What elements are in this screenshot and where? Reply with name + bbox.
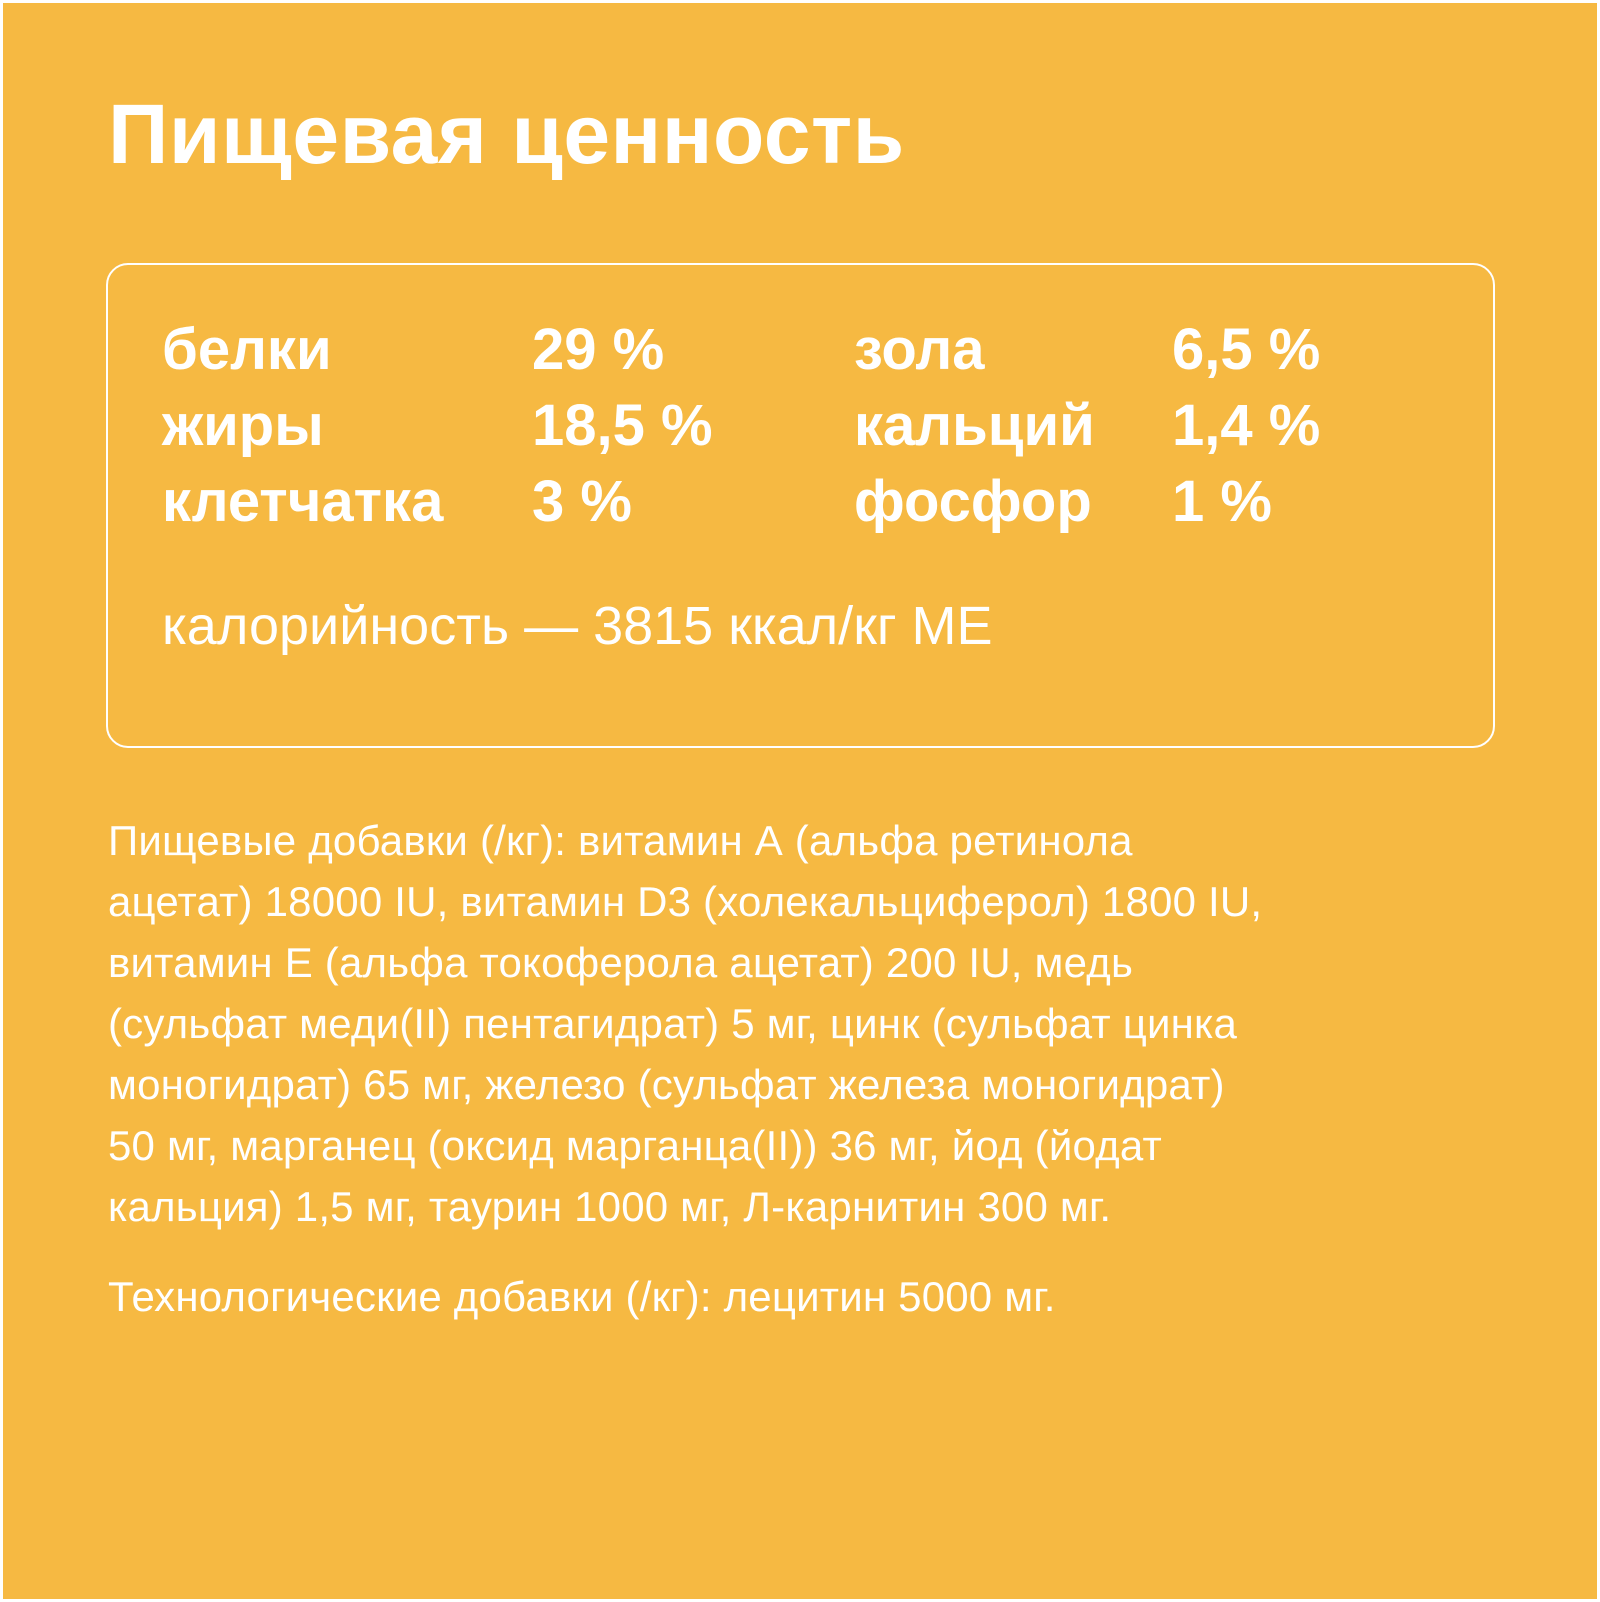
supplements-line: ацетат) 18000 IU, витамин D3 (холекальциферол) 1800 IU, xyxy=(108,878,1263,925)
nutrient-name-fiber: клетчатка xyxy=(162,469,444,534)
nutrient-value-calcium: 1,4 % xyxy=(1172,393,1321,458)
nutrient-value-protein: 29 % xyxy=(532,317,665,382)
supplements-line: (сульфат меди(II) пентагидрат) 5 мг, цинк (сульфат цинка xyxy=(108,1000,1238,1047)
nutrient-name-calcium: кальций xyxy=(854,393,1095,458)
nutrient-value-phosphorus: 1 % xyxy=(1172,469,1272,534)
nutrient-name-ash: зола xyxy=(854,317,985,382)
nutrition-panel xyxy=(106,263,1495,748)
supplements-line: витамин Е (альфа токоферола ацетат) 200 IU, медь xyxy=(108,939,1134,986)
supplements-line: моногидрат) 65 мг, железо (сульфат железа моногидрат) xyxy=(108,1061,1225,1108)
supplements-line: кальция) 1,5 мг, таурин 1000 мг, Л-карнитин 300 мг. xyxy=(108,1183,1112,1230)
nutrient-value-fiber: 3 % xyxy=(532,469,632,534)
nutrient-name-fat: жиры xyxy=(162,393,324,458)
calories-text: калорийность — 3815 ккал/кг МЕ xyxy=(162,596,993,656)
nutrient-value-ash: 6,5 % xyxy=(1172,317,1321,382)
nutrient-value-fat: 18,5 % xyxy=(532,393,713,458)
nutrient-name-protein: белки xyxy=(162,317,332,382)
nutrient-grid xyxy=(162,317,1402,551)
nutrient-name-phosphorus: фосфор xyxy=(854,469,1092,534)
technological-additives-text: Технологические добавки (/кг): лецитин 5000 мг. xyxy=(108,1273,1056,1320)
supplements-text xyxy=(108,810,1498,1237)
supplements-line: Пищевые добавки (/кг): витамин А (альфа ретинола xyxy=(108,817,1133,864)
supplements-line: 50 мг, марганец (оксид марганца(II)) 36 мг, йод (йодат xyxy=(108,1122,1162,1169)
page-title: Пищевая ценность xyxy=(108,87,905,181)
